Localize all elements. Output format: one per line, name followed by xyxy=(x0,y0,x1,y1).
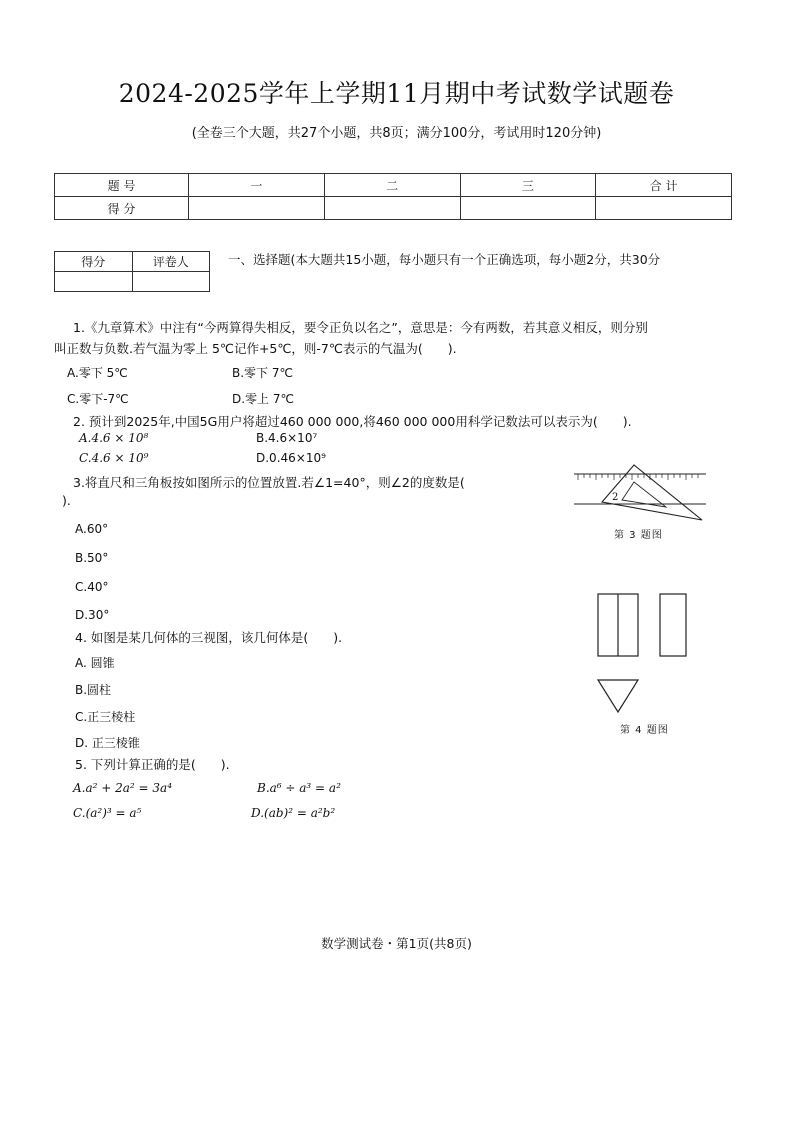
q3-option-c: C.40° xyxy=(75,580,109,594)
score-table-cell: 合 计 xyxy=(596,174,732,197)
q2-option-c: C.4.6 × 10⁹ xyxy=(79,451,149,465)
grader-table-cell: 评卷人 xyxy=(132,252,210,272)
ruler-ticks xyxy=(578,474,698,480)
top-view-triangle xyxy=(598,680,638,712)
score-input-cell[interactable] xyxy=(460,197,596,220)
score-input-cell[interactable] xyxy=(596,197,732,220)
score-table xyxy=(54,173,732,220)
q3-stem-line1: 3.将直尺和三角板按如图所示的位置放置.若∠1=40°，则∠2的度数是( xyxy=(73,475,465,490)
q1-stem-line1: 1.《九章算术》中注有“今两算得失相反，要令正负以名之”，意思是：今有两数，若其意义相反，则分别 xyxy=(73,320,648,335)
page-footer: 数学测试卷・第1页(共8页) xyxy=(321,936,472,951)
q4-option-c: C.正三棱柱 xyxy=(75,710,136,724)
score-table-cell: 三 xyxy=(460,174,596,197)
q1-stem-line2: 叫正数与负数.若气温为零上 5℃记作+5℃，则-7℃表示的气温为( ). xyxy=(54,341,457,356)
section1-heading: 一、选择题(本大题共15小题，每小题只有一个正确选项，每小题2分，共30分 xyxy=(228,252,661,267)
q1-option-c: C.零下-7℃ xyxy=(67,392,129,406)
q3-stem-line2: ). xyxy=(62,493,71,508)
score-table-cell: 题 号 xyxy=(55,174,189,197)
side-view xyxy=(660,594,686,656)
angle-2-label: 2 xyxy=(612,492,619,503)
q4-figure-three-views xyxy=(594,590,690,720)
grader-table xyxy=(54,251,210,292)
q1-option-b: B.零下 7℃ xyxy=(232,366,293,380)
score-table-score-row xyxy=(55,197,732,220)
score-table-header-row xyxy=(55,174,732,197)
grader-input-cell[interactable] xyxy=(55,272,133,292)
q1-option-d: D.零上 7℃ xyxy=(232,392,294,406)
q3-figure-ruler-triangle xyxy=(570,462,710,524)
q2-option-a: A.4.6 × 10⁸ xyxy=(79,431,149,445)
score-input-cell[interactable] xyxy=(189,197,325,220)
exam-subtitle: (全卷三个大题，共27个小题，共8页；满分100分，考试用时120分钟) xyxy=(191,126,602,141)
q3-option-a: A.60° xyxy=(75,522,109,536)
q3-figure-caption: 第 3 题图 xyxy=(614,530,663,541)
grader-input-cell[interactable] xyxy=(132,272,210,292)
q5-option-b: B.a⁶ ÷ a³ = a² xyxy=(257,781,341,795)
q3-option-d: D.30° xyxy=(75,608,110,622)
q5-option-a: A.a² + 2a² = 3a⁴ xyxy=(73,781,173,795)
grader-table-header-row xyxy=(55,252,210,272)
exam-title: 2024-2025学年上学期11月期中考试数学试题卷 xyxy=(118,79,675,108)
q4-option-b: B.圆柱 xyxy=(75,683,112,697)
q3-option-b: B.50° xyxy=(75,551,109,565)
q2-stem: 2. 预计到2025年,中国5G用户将超过460 000 000,将460 000 000用科学记数法可以表示为( ). xyxy=(73,414,632,429)
score-table-cell: 二 xyxy=(324,174,460,197)
q2-option-d: D.0.46×10⁹ xyxy=(256,451,326,465)
q1-option-a: A.零下 5℃ xyxy=(67,366,128,380)
score-table-cell: 得 分 xyxy=(55,197,189,220)
grader-table-cell: 得分 xyxy=(55,252,133,272)
score-input-cell[interactable] xyxy=(324,197,460,220)
q4-option-a: A. 圆锥 xyxy=(75,656,115,670)
score-table-cell: 一 xyxy=(189,174,325,197)
q4-stem: 4. 如图是某几何体的三视图，该几何体是( ). xyxy=(75,630,343,645)
q2-option-b: B.4.6×10⁷ xyxy=(256,431,318,445)
q4-figure-caption: 第 4 题图 xyxy=(620,725,669,736)
q5-stem: 5. 下列计算正确的是( ). xyxy=(75,757,230,772)
q4-option-d: D. 正三棱锥 xyxy=(75,736,140,750)
grader-table-input-row xyxy=(55,272,210,292)
q5-option-c: C.(a²)³ = a⁵ xyxy=(73,806,142,820)
q5-option-d: D.(ab)² = a²b² xyxy=(251,806,336,820)
